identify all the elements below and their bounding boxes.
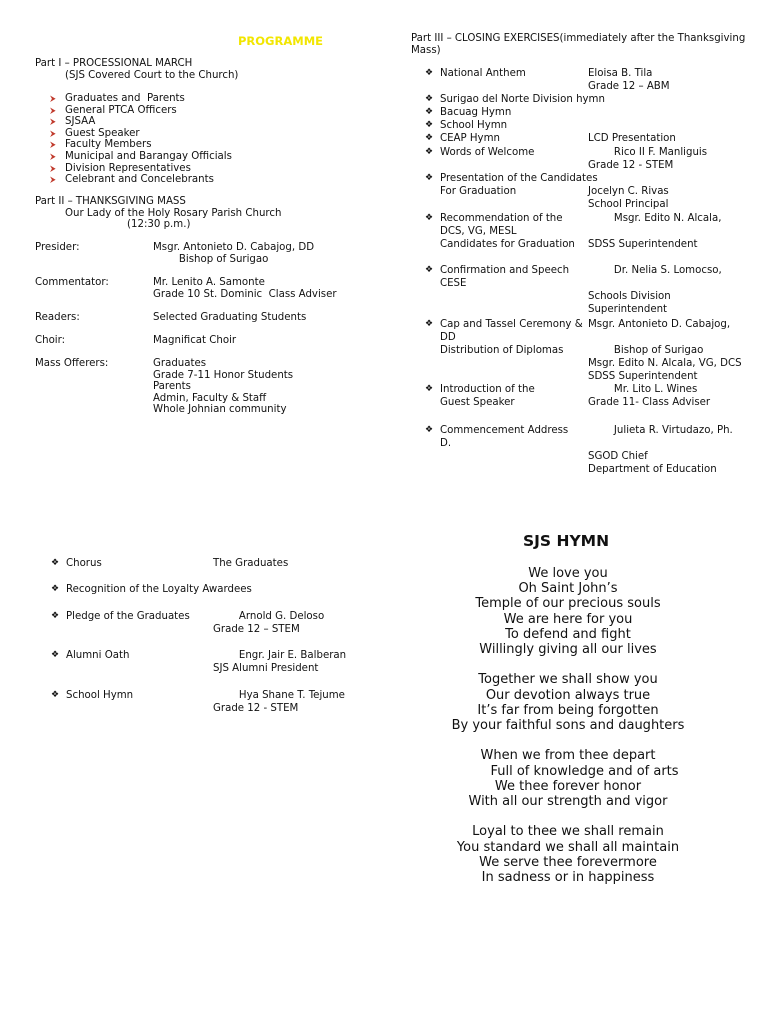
part1-title: Part I – PROCESSIONAL MARCH xyxy=(35,58,193,69)
processional-item: Faculty Members xyxy=(65,139,152,151)
part2-time: (12:30 p.m.) xyxy=(127,219,191,230)
part3-title-cont: Mass) xyxy=(411,45,441,56)
arrow-bullet-icon: ⮞ xyxy=(50,152,56,161)
closing-item-person: Superintendent xyxy=(588,304,668,315)
diamond-bullet-icon: ❖ xyxy=(425,120,434,130)
page2-item-person: SJS Alumni President xyxy=(213,663,319,674)
arrow-bullet-icon: ⮞ xyxy=(50,105,56,115)
hymn-line: We thee forever honor xyxy=(494,778,642,794)
role-value: Selected Graduating Students xyxy=(153,312,307,323)
role-value: Grade 7-11 Honor Students xyxy=(153,369,294,381)
diamond-bullet-icon: ❖ xyxy=(425,384,434,394)
closing-item-person: Eloisa B. Tila xyxy=(588,68,653,79)
closing-item-label: Candidates for Graduation xyxy=(440,239,575,250)
closing-item-person: Msgr. Edito N. Alcala, VG, DCS xyxy=(588,358,742,369)
diamond-bullet-icon: ❖ xyxy=(425,94,434,104)
role-value: Bishop of Surigao xyxy=(153,253,269,265)
role-label: Commentator: xyxy=(35,277,109,288)
closing-item-person: Department of Education xyxy=(588,464,717,475)
closing-item-person: SDSS Superintendent xyxy=(588,239,698,250)
closing-item-label: Presentation of the Candidates xyxy=(440,173,598,184)
closing-item-label: Recommendation of the xyxy=(440,213,563,224)
arrow-bullet-icon: ⮞ xyxy=(50,163,56,173)
closing-item-person: Grade 11- Class Adviser xyxy=(588,397,711,408)
closing-item-label: National Anthem xyxy=(440,68,526,79)
closing-item-person: Grade 12 - STEM xyxy=(588,160,674,171)
arrow-bullet-icon: ⮞ xyxy=(50,128,56,138)
closing-item-person: SGOD Chief xyxy=(588,451,648,462)
part2-venue: Our Lady of the Holy Rosary Parish Church xyxy=(65,208,282,219)
page2-item-person: Grade 12 – STEM xyxy=(213,624,300,635)
page2-item-person: The Graduates xyxy=(213,558,289,569)
diamond-bullet-icon: ❖ xyxy=(51,558,60,568)
hymn-line: To defend and fight xyxy=(505,626,631,642)
hymn-line: We are here for you xyxy=(503,611,633,627)
closing-item-label: Words of Welcome xyxy=(440,147,535,158)
role-value: Graduates xyxy=(153,358,207,369)
page2-item-label: Alumni Oath xyxy=(66,650,130,661)
diamond-bullet-icon: ❖ xyxy=(425,213,434,223)
page2-item-person: Arnold G. Deloso xyxy=(213,611,325,622)
diamond-bullet-icon: ❖ xyxy=(425,265,434,275)
page2-item-person: Hya Shane T. Tejume xyxy=(213,690,345,701)
hymn-line: We serve thee forevermore xyxy=(479,854,657,870)
diamond-bullet-icon: ❖ xyxy=(425,425,434,435)
diamond-bullet-icon: ❖ xyxy=(51,690,60,700)
closing-item-person: Dr. Nelia S. Lomocso, xyxy=(588,265,722,276)
closing-item-person: SDSS Superintendent xyxy=(588,371,698,382)
closing-item-person: LCD Presentation xyxy=(588,133,676,144)
closing-item-label: DCS, VG, MESL xyxy=(440,226,517,237)
page2-item-label: Chorus xyxy=(66,558,102,569)
closing-item-label: School Hymn xyxy=(440,120,508,131)
arrow-bullet-icon: ⮞ xyxy=(50,140,56,150)
diamond-bullet-icon: ❖ xyxy=(51,650,60,660)
closing-item-label: Guest Speaker xyxy=(440,397,515,408)
closing-item-person: Julieta R. Virtudazo, Ph. xyxy=(588,425,733,436)
role-label: Presider: xyxy=(35,242,80,253)
hymn-line: Oh Saint John’s xyxy=(518,581,618,597)
page2-item-person: Grade 12 - STEM xyxy=(213,703,299,714)
hymn-line: Our devotion always true xyxy=(485,687,651,703)
hymn-line: In sadness or in happiness xyxy=(481,870,655,885)
closing-item-label: Commencement Address xyxy=(440,425,569,436)
closing-item-person: Rico II F. Manliguis xyxy=(588,147,708,158)
closing-item-label: Distribution of Diplomas xyxy=(440,345,564,356)
closing-item-label: Cap and Tassel Ceremony & xyxy=(440,319,583,330)
arrow-bullet-icon: ⮞ xyxy=(50,94,56,103)
part1-subtitle: (SJS Covered Court to the Church) xyxy=(65,70,239,81)
hymn-line: Together we shall show you xyxy=(478,672,658,688)
role-value: Admin, Faculty & Staff xyxy=(153,392,267,404)
closing-item-label: D. xyxy=(440,438,452,449)
closing-item-label: For Graduation xyxy=(440,186,517,197)
closing-item-label: Introduction of the xyxy=(440,384,535,395)
arrow-bullet-icon: ⮞ xyxy=(50,117,56,127)
diamond-bullet-icon: ❖ xyxy=(51,584,60,594)
role-value: Magnificat Choir xyxy=(153,335,237,346)
closing-item-person: Schools Division xyxy=(588,291,671,302)
processional-item: Celebrant and Concelebrants xyxy=(65,174,214,186)
closing-item-label: CEAP Hymn xyxy=(440,133,500,144)
processional-item: Municipal and Barangay Officials xyxy=(65,151,232,162)
diamond-bullet-icon: ❖ xyxy=(425,173,434,183)
hymn-line: When we from thee depart xyxy=(480,748,656,764)
hymn-line: By your faithful sons and daughters xyxy=(451,718,685,733)
page2-item-label: School Hymn xyxy=(66,690,134,701)
role-label: Mass Offerers: xyxy=(35,358,109,369)
hymn-line: Loyal to thee we shall remain xyxy=(472,824,664,840)
closing-item-label: DD xyxy=(440,332,456,343)
processional-item: Guest Speaker xyxy=(65,127,140,139)
closing-item-person: Msgr. Edito N. Alcala, xyxy=(588,213,722,224)
arrow-bullet-icon: ⮞ xyxy=(50,175,56,185)
processional-item: Graduates and Parents xyxy=(65,93,185,104)
hymn-line: Full of knowledge and of arts xyxy=(457,763,679,779)
diamond-bullet-icon: ❖ xyxy=(51,611,60,621)
programme-title: PROGRAMME xyxy=(238,34,323,48)
diamond-bullet-icon: ❖ xyxy=(425,147,434,157)
part2-title: Part II – THANKSGIVING MASS xyxy=(35,196,186,207)
hymn-line: Willingly giving all our lives xyxy=(479,642,657,657)
page2-item-label: Recognition of the Loyalty Awardees xyxy=(66,584,252,595)
processional-item: SJSAA xyxy=(65,116,96,128)
part3-title: Part III – CLOSING EXERCISES(immediately after the Thanksgiving xyxy=(411,33,746,44)
hymn-line: Temple of our precious souls xyxy=(475,596,661,612)
closing-item-person: School Principal xyxy=(588,199,669,210)
closing-item-person: Mr. Lito L. Wines xyxy=(588,384,698,395)
processional-item: Division Representatives xyxy=(65,162,191,174)
page2-item-person: Engr. Jair E. Balberan xyxy=(213,650,347,661)
role-value: Parents xyxy=(153,381,191,393)
diamond-bullet-icon: ❖ xyxy=(425,133,434,143)
role-label: Readers: xyxy=(35,312,80,323)
processional-item: General PTCA Officers xyxy=(65,104,177,116)
diamond-bullet-icon: ❖ xyxy=(425,319,434,329)
closing-item-label: Confirmation and Speech xyxy=(440,265,570,276)
closing-item-person: Grade 12 – ABM xyxy=(588,81,670,92)
diamond-bullet-icon: ❖ xyxy=(425,107,434,117)
page2-item-label: Pledge of the Graduates xyxy=(66,611,190,622)
closing-item-label: Bacuag Hymn xyxy=(440,107,512,118)
role-value: Mr. Lenito A. Samonte xyxy=(153,277,265,288)
part3-column xyxy=(0,0,768,475)
hymn-line: It’s far from being forgotten xyxy=(477,702,659,718)
closing-item-label: CESE xyxy=(440,278,467,289)
closing-item-label: Surigao del Norte Division hymn xyxy=(440,94,605,105)
role-value: Whole Johnian community xyxy=(153,404,287,416)
role-value: Grade 10 St. Dominic Class Adviser xyxy=(153,288,337,300)
hymn-line: We love you xyxy=(528,566,608,581)
hymn-line: You standard we shall all maintain xyxy=(456,839,680,855)
hymn-title: SJS HYMN xyxy=(523,532,610,550)
role-value: Msgr. Antonieto D. Cabajog, DD xyxy=(153,242,315,253)
closing-item-person: Msgr. Antonieto D. Cabajog, xyxy=(588,319,731,330)
closing-item-person: Jocelyn C. Rivas xyxy=(588,186,669,197)
hymn-line: With all our strength and vigor xyxy=(468,794,668,809)
role-label: Choir: xyxy=(35,335,66,346)
closing-item-person: Bishop of Surigao xyxy=(588,345,704,356)
diamond-bullet-icon: ❖ xyxy=(425,68,434,78)
